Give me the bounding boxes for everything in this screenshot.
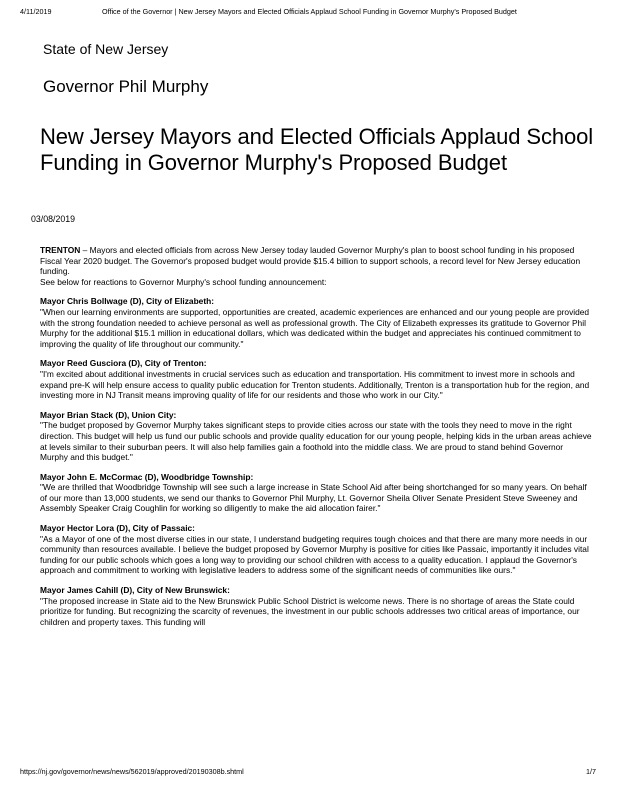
quote-block — [40, 523, 592, 576]
quote-text: "When our learning environments are supported, opportunities are created, academic experiences are enhanced and our young people are provided with the strong foundation needed to achieve personal as well as professional growth. The City of Elizabeth expresses its gratitude to Governor Phil Murphy for the additional $15.1 million in educational dollars, which was dedicated within the budget and appreciates his continued commitment to improving the quality of life throughout our community." — [40, 306, 590, 349]
article-headline: New Jersey Mayors and Elected Officials Applaud School Funding in Governor Murphy's Proposed Budget — [40, 124, 594, 175]
quote-block — [40, 358, 592, 400]
quote-text: "I'm excited about additional investments in crucial services such as education and transportation. His commitment to invest more in schools and expand pre-K will help ensure access to quality public education for Trenton students. Additionally, Trenton is a transportation hub for the region, and investing more in NJ Transit means improving quality of life for our residents and those who work in our City." — [40, 368, 590, 401]
quote-speaker: Mayor John E. McCormac (D), Woodbridge Township: — [40, 471, 254, 482]
quote-speaker: Mayor Hector Lora (D), City of Passaic: — [40, 523, 195, 534]
print-date: 4/11/2019 — [20, 7, 52, 16]
print-page-title: Office of the Governor | New Jersey Mayors and Elected Officials Applaud School Funding in Governor Murphy's Proposed Budget — [102, 7, 517, 16]
quote-text: "We are thrilled that Woodbridge Township will see such a large increase in State School Aid after being shortchanged for so many years. On behalf of our more than 13,000 students, we send our thanks to Governor Phil Murphy, Lt. Governor Sheila Oliver Senate President Steve Sweeney and Assembly Speaker Craig Coughlin for working so diligently to make the aid allocation fairer." — [40, 482, 587, 514]
article-body — [40, 245, 592, 636]
quote-block — [40, 472, 592, 514]
quote-block — [40, 296, 592, 349]
footer-url: https://nj.gov/governor/news/news/562019/approved/20190308b.shtml — [20, 767, 244, 776]
see-below-text: See below for reactions to Governor Murphy's school funding announcement: — [40, 276, 327, 287]
page-number: 1/7 — [586, 767, 596, 776]
lead-text: – Mayors and elected officials from across New Jersey today lauded Governor Murphy's plan to boost school funding in his proposed Fiscal Year 2020 budget. The Governor's proposed budget would provide $15.4 billion to support schools, a record level for New Jersey education funding. — [40, 245, 581, 277]
quote-speaker: Mayor Chris Bollwage (D), City of Elizabeth: — [40, 296, 215, 307]
quote-block — [40, 410, 592, 463]
quote-block — [40, 585, 592, 627]
print-footer — [0, 767, 618, 787]
quote-text: "The budget proposed by Governor Murphy takes significant steps to provide cities across our state with the tools they need to move in the right direction. This budget will help us fund our public schools and provide quality education for our young people, helping kids in the urban areas achieve at levels similar to their suburban peers. It will also help families gain a foothold into the middle class. We are proud to stand behind Governor Murphy and this budget." — [40, 420, 592, 463]
dateline: TRENTON — [40, 245, 81, 255]
site-governor-name[interactable]: Governor Phil Murphy — [43, 77, 209, 96]
print-header — [0, 0, 618, 24]
quote-speaker: Mayor Reed Gusciora (D), City of Trenton: — [40, 358, 207, 369]
article-date: 03/08/2019 — [31, 214, 76, 224]
site-state-name[interactable]: State of New Jersey — [43, 41, 169, 57]
quote-text: "The proposed increase in State aid to the New Brunswick Public School District is welcome news. There is no shortage of areas the State could prioritize for funding. But recognizing the scarcity of revenues, the investment in our public schools addresses two critical areas of importance, our children and property taxes. This funding will — [40, 595, 580, 627]
quote-speaker: Mayor Brian Stack (D), Union City: — [40, 409, 177, 420]
quote-text: "As a Mayor of one of the most diverse cities in our state, I understand budgeting requires tough choices and that there are many more needs in our community than resources available. I believe the budget proposed by Governor Murphy is positive for cities like Passaic, importantly it includes vital funding for our public schools which goes a long way to providing our school children with access to a quality education. I applaud the Governor's approach and commitment to working with legislative leaders to address some of the significant needs of communities like ours." — [40, 533, 589, 576]
quote-speaker: Mayor James Cahill (D), City of New Brunswick: — [40, 585, 230, 596]
lead-paragraph — [40, 245, 592, 287]
